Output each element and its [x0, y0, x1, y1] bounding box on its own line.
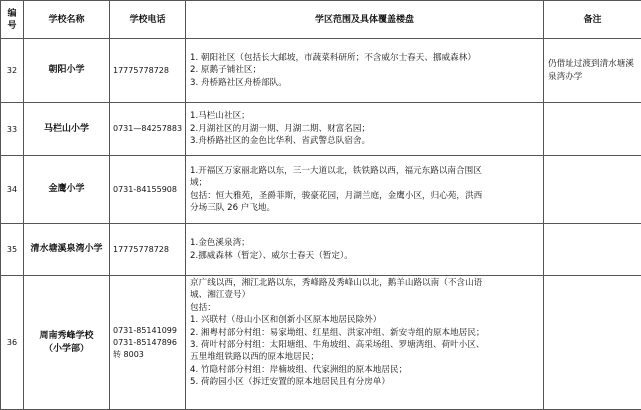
- header-phone: 学校电话: [110, 1, 186, 39]
- scope-line: 包括：: [190, 302, 541, 314]
- remark: [544, 224, 641, 276]
- school-name-line: 周南秀峰学校: [24, 330, 109, 343]
- scope-line: 3. 荷叶村部分村组：太阳塘组、牛角坡组、高采场组、罗塘湾组、荷叶小区、: [190, 339, 541, 351]
- scope-line: 1.金色溪泉湾；: [190, 237, 541, 249]
- scope-line: 3.舟桥路社区的金色比华利、省武警总队宿舍。: [190, 135, 541, 147]
- row-num: 34: [1, 156, 24, 224]
- table-row: [1, 103, 641, 156]
- row-num: 33: [1, 103, 24, 156]
- scope-line: 域；: [190, 177, 541, 189]
- school-name: [24, 276, 110, 410]
- header-note: 备注: [544, 1, 641, 39]
- school-name: 清水塘溪泉湾小学: [24, 224, 110, 276]
- remark: [544, 276, 641, 410]
- table-row: [1, 39, 641, 103]
- scope-line: 2.挪威森林（暂定）、威尔士春天（暂定）。: [190, 250, 541, 262]
- scope-line: 5. 荷韵园小区（拆迁安置的原本地居民且有分房单）: [190, 376, 541, 388]
- row-num: 35: [1, 224, 24, 276]
- district-scope: [186, 156, 544, 224]
- scope-line: 包括：恒大雅苑，圣爵菲斯，骏豪花园，月湖兰庭，金鹰小区，归心苑，洪西: [190, 190, 541, 202]
- phone-line: 0731-85141099: [113, 325, 185, 337]
- table-row: [1, 224, 641, 276]
- scope-line: 五里堆组铁路以西的原本地居民；: [190, 351, 541, 363]
- scope-line: 分场三队 26 户飞地。: [190, 202, 541, 214]
- remark: [544, 156, 641, 224]
- scope-line: 3. 舟桥路社区舟桥部队。: [190, 77, 541, 89]
- school-name: 金鹰小学: [24, 156, 110, 224]
- district-scope: [186, 276, 544, 410]
- scope-line: 4. 竹隐村部分村组：岸楠坡组、代家洲组的原本地居民；: [190, 364, 541, 376]
- row-num: 36: [1, 276, 24, 410]
- school-phone: 17775778728: [110, 224, 186, 276]
- district-scope: [186, 224, 544, 276]
- district-scope: [186, 39, 544, 103]
- row-num: 32: [1, 39, 24, 103]
- remark: 仍借址过渡到清水塘溪泉湾办学: [544, 39, 641, 103]
- school-name-sub: （小学部）: [24, 343, 109, 356]
- scope-line: 1.开福区万家丽北路以东，三一大道以北，铁铁路以西，福元东路以南合围区: [190, 165, 541, 177]
- header-num: 编号: [1, 1, 24, 39]
- header-scope: 学区范围及具体覆盖楼盘: [186, 1, 544, 39]
- phone-line: 0731-85147896: [113, 337, 185, 349]
- header-name: 学校名称: [24, 1, 110, 39]
- table-row: [1, 276, 641, 410]
- scope-line: 京广线以西，湘江北路以东，秀峰路及秀峰山以北，鹅羊山路以南（不含山语: [190, 277, 541, 289]
- remark: [544, 103, 641, 156]
- scope-line: 1. 兴联村（母山小区和创新小区原本地居民除外）: [190, 314, 541, 326]
- scope-line: 1. 朝阳社区（包括长大邮坡，市蔬菜科研所；不含威尔士春天、挪威森林）: [190, 52, 541, 64]
- school-phone: 17775778728: [110, 39, 186, 103]
- school-phone: [110, 276, 186, 410]
- scope-line: 1.马栏山社区；: [190, 110, 541, 122]
- school-phone: 0731—84257883: [110, 103, 186, 156]
- school-name: 朝阳小学: [24, 39, 110, 103]
- scope-line: 2. 湘粤村部分村组：易家坳组、红星组、洪家冲组、新安寺组的原本地居民；: [190, 327, 541, 339]
- scope-line: 2.月湖社区的月湖一期、月湖二期、财富名园；: [190, 123, 541, 135]
- school-name: 马栏山小学: [24, 103, 110, 156]
- scope-line: 城、湘江壹号）: [190, 289, 541, 301]
- header-row: [1, 1, 641, 39]
- phone-line: 转 8003: [113, 349, 185, 361]
- district-scope: [186, 103, 544, 156]
- scope-line: 2. 原鹅子铺社区；: [190, 64, 541, 76]
- school-phone: 0731-84155908: [110, 156, 186, 224]
- table-row: [1, 156, 641, 224]
